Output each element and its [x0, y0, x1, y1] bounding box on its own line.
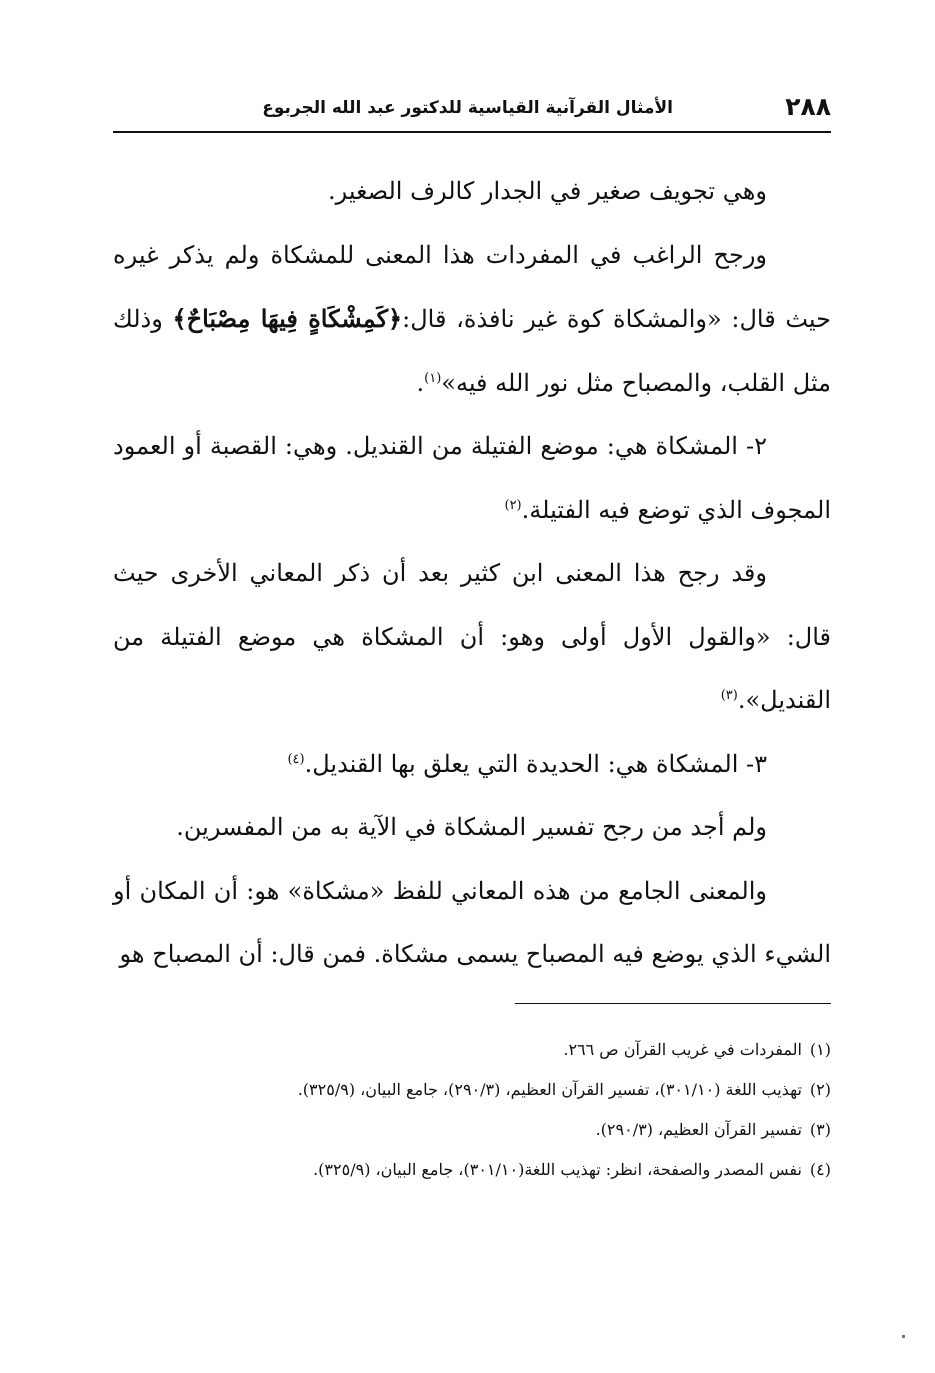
footnote-2	[113, 1072, 831, 1108]
paragraph-2-intro: ورجح الراغب في المفردات هذا المعنى للمشكاة ولم يذكر غيره حيث قال: «والمشكاة كوة غير نافذة، قال:	[113, 240, 831, 333]
footnote-ref-3[interactable]: (٣)	[720, 688, 738, 703]
paragraph-2: ورجح الراغب في المفردات هذا المعنى للمشكاة ولم يذكر غيره حيث قال: «والمشكاة كوة غير نافذة، قال:﴿كَمِشْكَاةٍ فِيهَا مِصْبَاحٌ﴾ وذلك مثل القلب، والمصباح مثل نور الله فيه»$^{(١)}$.	[113, 240, 831, 397]
footnote-text: نفس المصدر والصفحة، انظر: تهذيب اللغة(٣٠١/١٠)، جامع البيان، (٣٢٥/٩).	[313, 1160, 802, 1179]
footnote-4	[113, 1152, 831, 1188]
quran-verse: ﴿كَمِشْكَاةٍ فِيهَا مِصْبَاحٌ﴾	[172, 304, 403, 333]
footnotes	[113, 1032, 831, 1192]
page-number: ٢٨٨	[785, 92, 831, 121]
main-text	[113, 160, 831, 987]
paragraph-5-text: ٣- المشكاة هي: الحديدة التي يعلق بها القنديل.	[304, 749, 767, 778]
footnote-number: (٤)	[809, 1160, 831, 1179]
page-header	[113, 92, 831, 132]
paragraph-2-outro: وذلك مثل القلب، والمصباح مثل نور الله فيه»	[113, 305, 831, 397]
footnote-number: (١)	[809, 1040, 831, 1059]
paragraph-6: ولم أجد من رجح تفسير المشكاة في الآية به من المفسرين.	[176, 813, 767, 841]
footnote-text: تهذيب اللغة (٣٠١/١٠)، تفسير القرآن العظيم، (٢٩٠/٣)، جامع البيان، (٣٢٥/٩).	[297, 1080, 802, 1099]
paragraph-5	[113, 733, 831, 797]
footnote-separator	[515, 1003, 831, 1004]
footnote-ref-1[interactable]: (١)	[424, 370, 442, 386]
footnote-number: (٣)	[809, 1120, 831, 1139]
footnote-text: المفردات في غريب القرآن ص ٢٦٦.	[563, 1040, 802, 1059]
header-rule	[113, 131, 831, 133]
paragraph-3	[113, 415, 831, 542]
paragraph-7: والمعنى الجامع من هذه المعاني للفظ «مشكاة» هو: أن المكان أو الشيء الذي يوضع فيه المصباح يسمى مشكاة. فمن قال: أن المصباح هو	[113, 876, 831, 968]
footnote-text: تفسير القرآن العظيم، (٢٩٠/٣).	[595, 1120, 802, 1139]
footnote-1	[113, 1032, 831, 1068]
paragraph-4-text: وقد رجح هذا المعنى ابن كثير بعد أن ذكر المعاني الأخرى حيث قال: «والقول الأول أولى وهو: أن المشكاة هي موضع الفتيلة من القنديل».	[113, 559, 831, 714]
paragraph-1: وهي تجويف صغير في الجدار كالرف الصغير.	[327, 177, 767, 205]
footnote-number: (٢)	[809, 1080, 831, 1099]
footnote-ref-4[interactable]: (٤)	[287, 751, 305, 767]
paragraph-3-text: ٢- المشكاة هي: موضع الفتيلة من القنديل. وهي: القصبة أو العمود المجوف الذي توضع فيه الفتيلة.	[113, 432, 831, 524]
footnote-ref-2[interactable]: (٢)	[504, 497, 522, 513]
footnote-3	[113, 1112, 831, 1148]
paragraph-4	[113, 542, 831, 733]
running-title: الأمثال القرآنية القياسية للدكتور عبد الله الجربوع	[262, 98, 673, 118]
scan-speck	[902, 1335, 905, 1338]
